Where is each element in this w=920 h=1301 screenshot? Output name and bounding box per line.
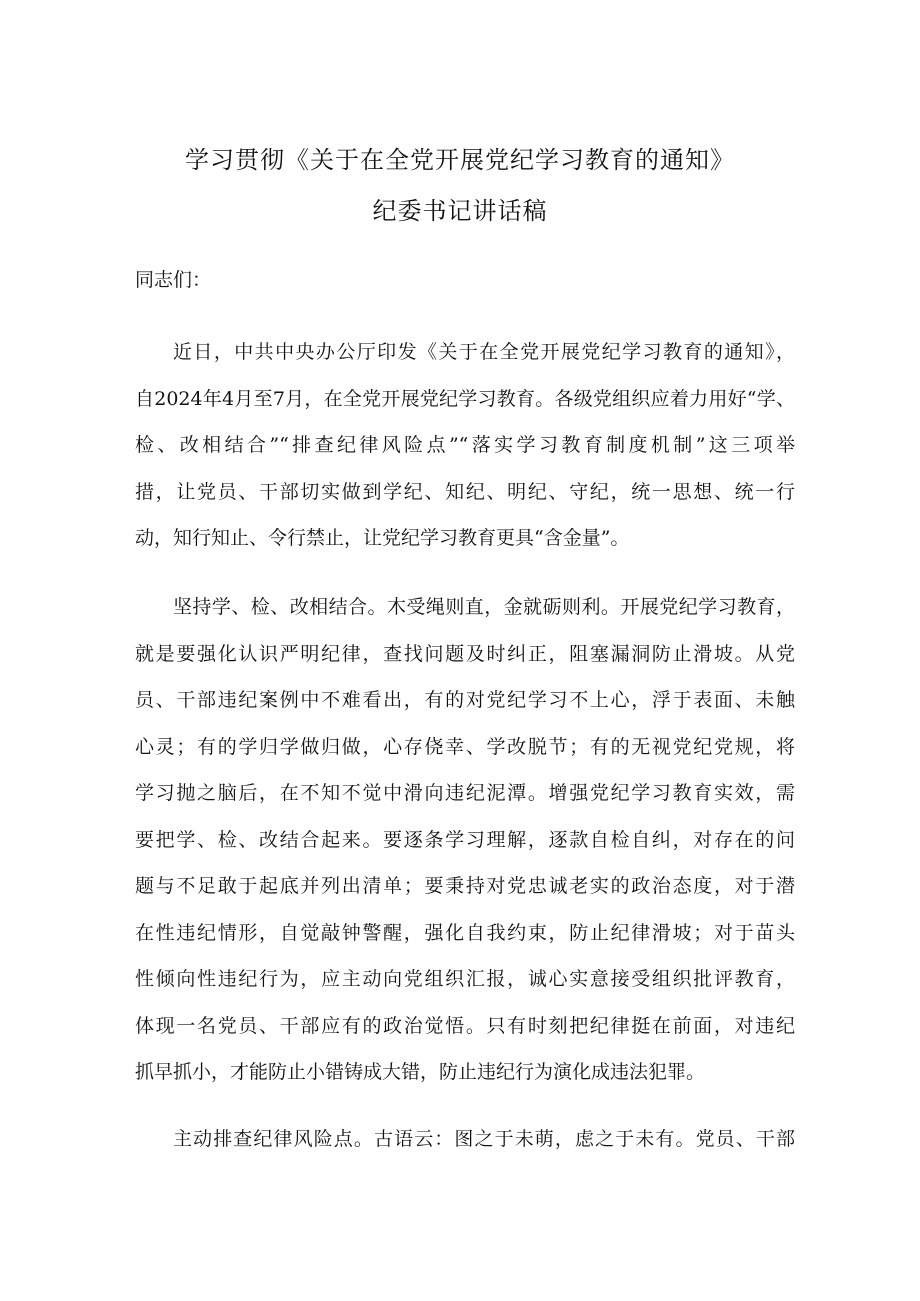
greeting: 同志们： bbox=[135, 269, 212, 291]
paragraph-line: 员、干部违纪案例中不难看出，有的对党纪学习不上心，浮于表面、未触 bbox=[135, 689, 795, 711]
paragraph-line: 主动排查纪律风险点。古语云：图之于未萌，虑之于未有。党员、干部 bbox=[173, 1128, 795, 1150]
paragraph-3 bbox=[135, 1116, 795, 1163]
paragraph-line: 近日，中共中央办公厅印发《关于在全党开展党纪学习教育的通知》， bbox=[173, 341, 795, 363]
paragraph-line: 心灵；有的学归学做归做，心存侥幸、学改脱节；有的无视党纪党规，将 bbox=[135, 735, 795, 758]
paragraph-1 bbox=[135, 329, 795, 562]
paragraph-line: 性倾向性违纪行为，应主动向党组织汇报，诚心实意接受组织批评教育， bbox=[135, 968, 795, 990]
paragraph-line: 体现一名党员、干部应有的政治觉悟。只有时刻把纪律挺在前面，对违纪 bbox=[135, 1014, 795, 1037]
paragraph-line: 自2024年4月至7月，在全党开展党纪学习教育。各级党组织应着力用好“学、 bbox=[135, 387, 795, 410]
paragraph-line: 学习抛之脑后，在不知不觉中滑向违纪泥潭。增强党纪学习教育实效，需 bbox=[135, 782, 795, 804]
paragraph-line: 坚持学、检、改相结合。木受绳则直，金就砺则利。开展党纪学习教育， bbox=[173, 596, 795, 618]
document-title-line-2: 纪委书记讲话稿 bbox=[372, 197, 548, 225]
paragraph-line: 就是要强化认识严明纪律，查找问题及时纠正，阻塞漏洞防止滑坡。从党 bbox=[135, 642, 795, 665]
document-title-line-1: 学习贯彻《关于在全党开展党纪学习教育的通知》 bbox=[185, 146, 735, 174]
paragraph-line: 检、改相结合”“排查纪律风险点”“落实学习教育制度机制”这三项举 bbox=[135, 434, 795, 456]
paragraph-2 bbox=[135, 584, 795, 1096]
paragraph-line: 抓早抓小，才能防止小错铸成大错，防止违纪行为演化成违法犯罪。 bbox=[135, 1061, 706, 1083]
paragraph-line: 动，知行知止、令行禁止，让党纪学习教育更具“含金量”。 bbox=[135, 527, 630, 549]
paragraph-line: 要把学、检、改结合起来。要逐条学习理解，逐款自检自纠，对存在的问 bbox=[135, 828, 795, 851]
paragraph-line: 在性违纪情形，自觉敲钟警醒，强化自我约束，防止纪律滑坡；对于苗头 bbox=[135, 921, 795, 944]
paragraph-line: 措，让党员、干部切实做到学纪、知纪、明纪、守纪，统一思想、统一行 bbox=[135, 480, 795, 503]
paragraph-line: 题与不足敢于起底并列出清单；要秉持对党忠诚老实的政治态度，对于潜 bbox=[135, 875, 795, 897]
